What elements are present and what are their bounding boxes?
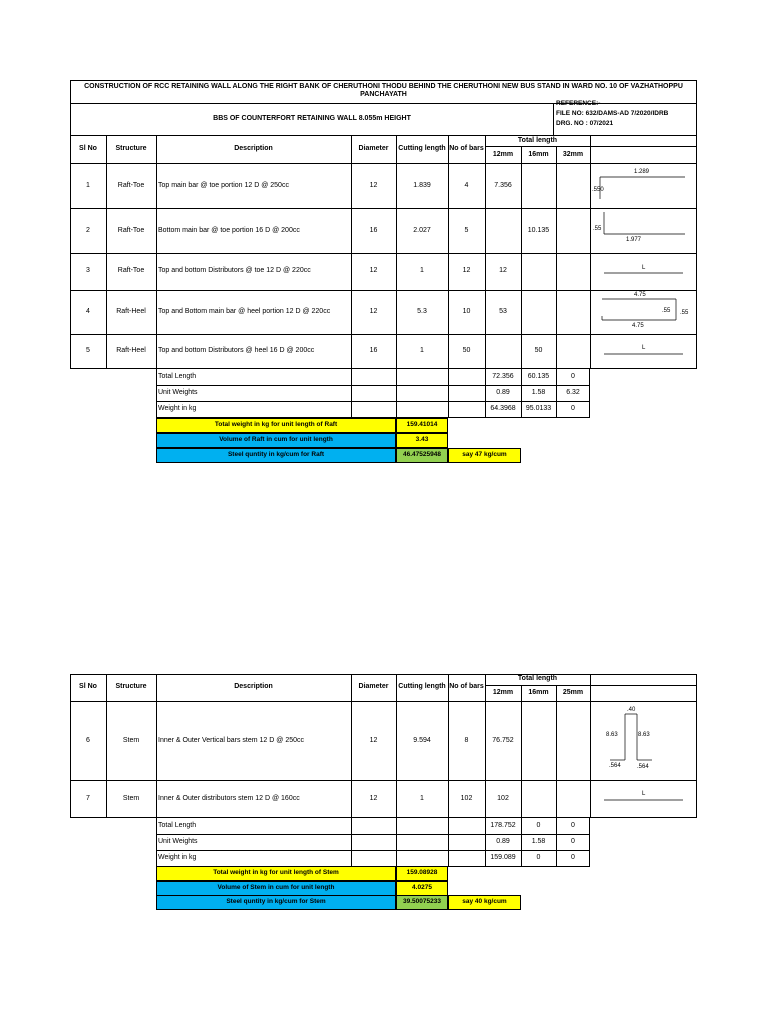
col-total-length: Total length xyxy=(517,137,558,144)
raft-total-weight-label: Total weight in kg for unit length of Raft xyxy=(214,421,338,428)
stem-steel-label: Steel quntity in kg/cum for Stem xyxy=(226,898,326,905)
col-description: Description xyxy=(234,683,273,690)
col-25mm: 25mm xyxy=(562,689,584,696)
col-diameter: Diameter xyxy=(358,683,389,690)
col-sl-no: Sl No xyxy=(79,145,97,152)
stem-volume-label: Volume of Stem in cum for unit length xyxy=(217,884,335,891)
raft-volume-label: Volume of Raft in cum for unit length xyxy=(219,436,333,443)
raft-steel-label: Steel quntity in kg/cum for Raft xyxy=(227,451,325,458)
reference-label: REFERENCE:- xyxy=(556,100,601,107)
raft-say-value: say 47 kg/cum xyxy=(462,451,507,458)
col-32mm: 32mm xyxy=(562,151,584,158)
col-cutting-length: Cutting length xyxy=(398,683,446,690)
raft-total-weight-value: 159.41014 xyxy=(406,421,438,428)
col-description: Description xyxy=(234,145,273,152)
col-sl-no: Sl No xyxy=(79,683,97,690)
col-no-of-bars: No of bars xyxy=(449,683,484,690)
col-structure: Structure xyxy=(115,683,147,690)
stem-total-weight-label: Total weight in kg for unit length of Stem xyxy=(213,869,339,876)
project-title: CONSTRUCTION OF RCC RETAINING WALL ALONG THE RIGHT BANK OF CHERUTHONI THODU BEHIND THE CHERUTHONI NEW BUS STAND IN WARD NO. 10 OF VAZHATHOPPU PANCHAYATH xyxy=(84,83,683,98)
stem-volume-value: 4.0275 xyxy=(412,884,432,891)
col-12mm: 12mm xyxy=(492,151,514,158)
bbs-subtitle: BBS OF COUNTERFORT RETAINING WALL 8.055m HEIGHT xyxy=(213,115,411,122)
col-12mm: 12mm xyxy=(492,689,514,696)
raft-steel-value: 46.47525948 xyxy=(403,451,441,458)
col-total-length: Total length xyxy=(517,675,558,682)
stem-say-value: say 40 kg/cum xyxy=(462,898,507,905)
col-no-of-bars: No of bars xyxy=(449,145,484,152)
file-no: FILE NO: 632/DAMS-AD 7/2020/IDRB xyxy=(556,110,669,117)
col-structure: Structure xyxy=(115,145,147,152)
col-16mm: 16mm xyxy=(528,151,549,158)
col-16mm: 16mm xyxy=(528,689,549,696)
drg-no: DRG. NO : 07/2021 xyxy=(556,120,614,127)
raft-volume-value: 3.43 xyxy=(415,436,429,443)
stem-total-weight-value: 159.08928 xyxy=(406,869,438,876)
stem-steel-value: 39.50075233 xyxy=(403,898,441,905)
col-diameter: Diameter xyxy=(358,145,389,152)
col-cutting-length: Cutting length xyxy=(398,145,446,152)
